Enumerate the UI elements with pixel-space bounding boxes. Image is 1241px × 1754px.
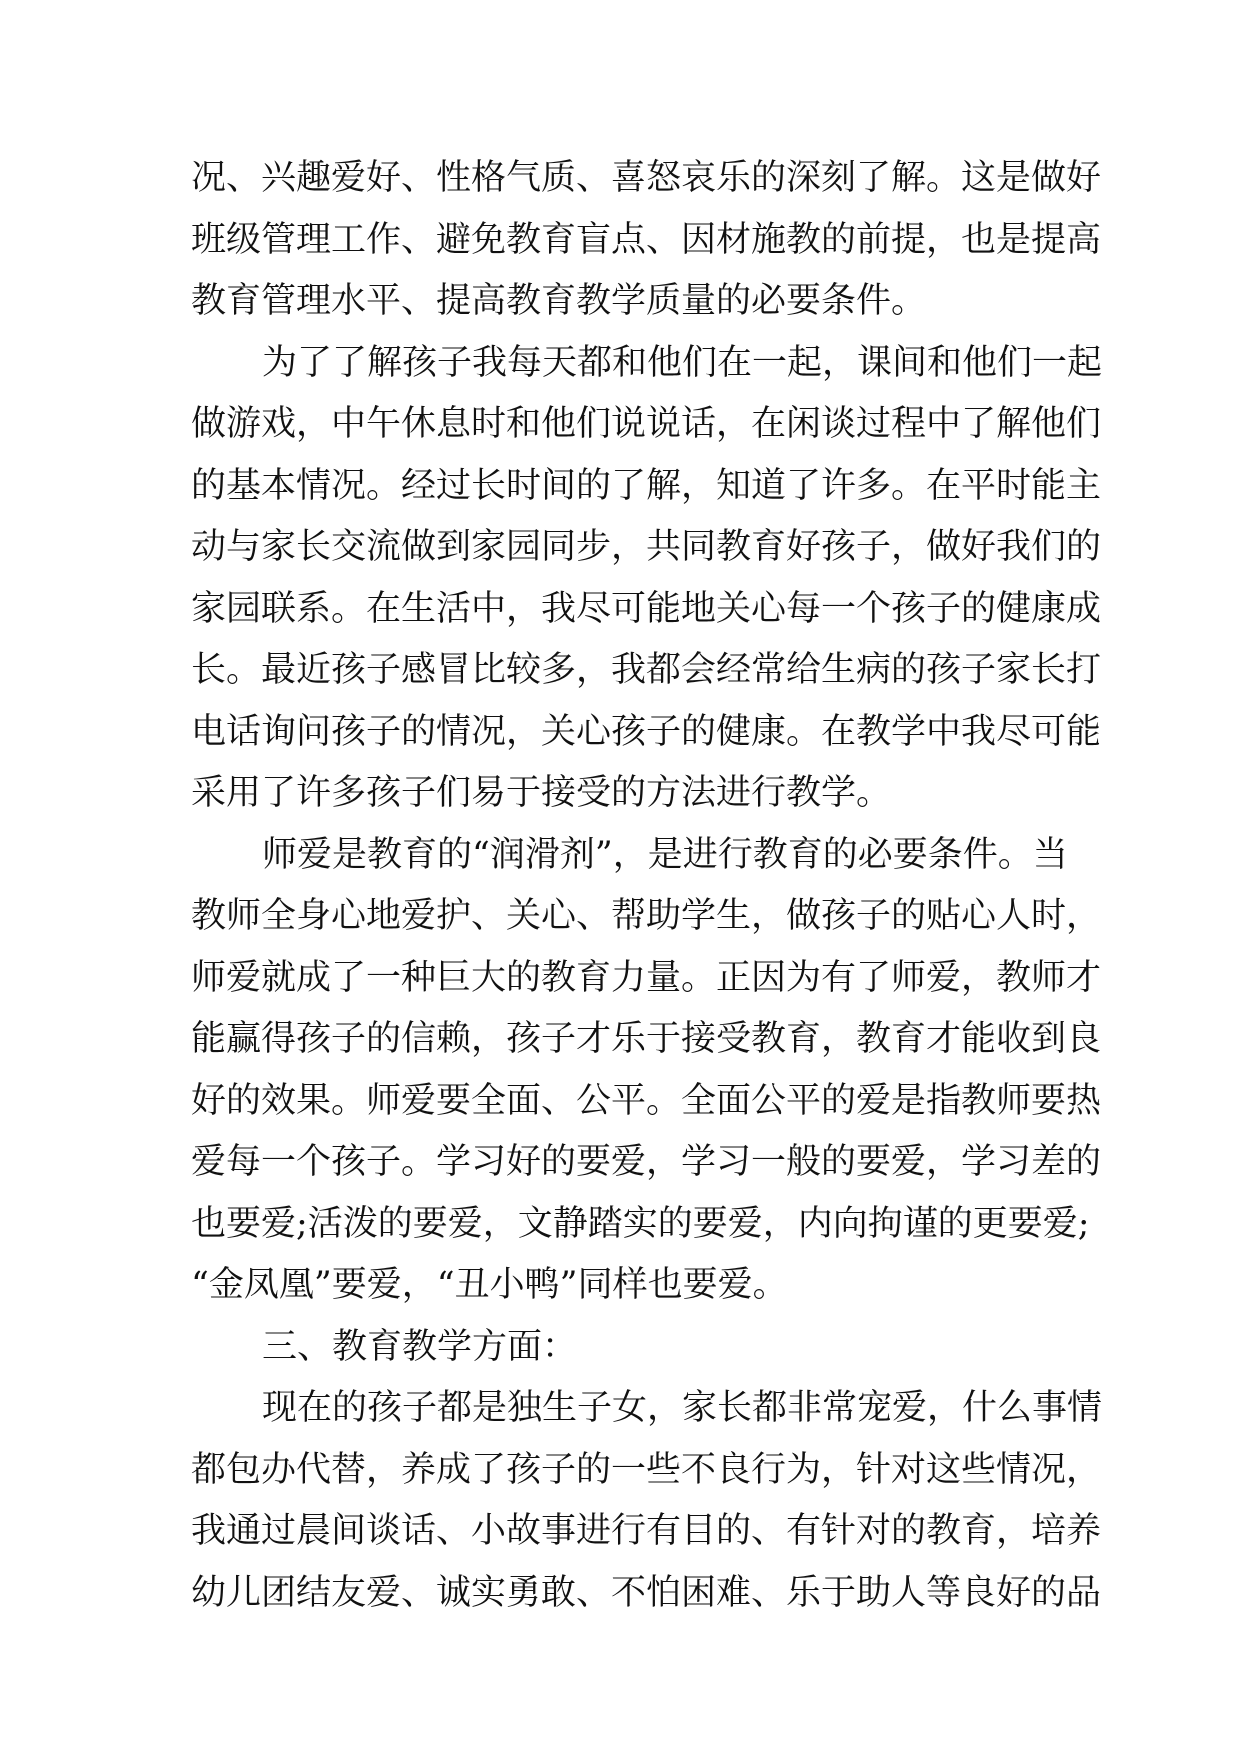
text-line: 家园联系。在生活中，我尽可能地关心每一个孩子的健康成 [191,588,1102,629]
paragraph-first-line: 师爱是教育的“润滑剂”，是进行教育的必要条件。当 [262,834,1068,875]
text-line: 都包办代替，养成了孩子的一些不良行为，针对这些情况， [191,1449,1102,1490]
text-line: 我通过晨间谈话、小故事进行有目的、有针对的教育，培养 [191,1511,1102,1551]
text-line: 况、兴趣爱好、性格气质、喜怒哀乐的深刻了解。这是做好 [191,158,1102,198]
text-line: 班级管理工作、避免教育盲点、因材施教的前提，也是提高 [191,219,1102,260]
text-line: 教育管理水平、提高教育教学质量的必要条件。 [191,281,927,321]
paragraph-first-line: 为了了解孩子我每天都和他们在一起，课间和他们一起 [262,342,1103,383]
text-line: 做游戏，中午休息时和他们说说话，在闲谈过程中了解他们 [191,404,1102,444]
text-line: 幼儿团结友爱、诚实勇敢、不怕困难、乐于助人等良好的品 [191,1572,1102,1613]
body-text [191,148,1103,1624]
text-line: 动与家长交流做到家园同步，共同教育好孩子，做好我们的 [191,527,1102,567]
text-line: 师爱就成了一种巨大的教育力量。正因为有了师爱，教师才 [191,957,1102,998]
text-line: 长。最近孩子感冒比较多，我都会经常给生病的孩子家长打 [191,650,1102,690]
text-line: 好的效果。师爱要全面、公平。全面公平的爱是指教师要热 [191,1080,1102,1121]
text-line: 也要爱;活泼的要爱，文静踏实的要爱，内向拘谨的更要爱; [191,1203,1090,1244]
text-line: “金凤凰”要爱，“丑小鸭”同样也要爱。 [191,1265,788,1305]
text-line: 教师全身心地爱护、关心、帮助学生，做孩子的贴心人时， [191,896,1102,936]
text-line: 的基本情况。经过长时间的了解，知道了许多。在平时能主 [191,465,1102,506]
section-heading: 三、教育教学方面： [262,1326,578,1367]
paragraph-first-line: 现在的孩子都是独生子女，家长都非常宠爱，什么事情 [262,1388,1103,1428]
text-line: 电话询问孩子的情况，关心孩子的健康。在教学中我尽可能 [191,711,1102,752]
text-line: 能赢得孩子的信赖，孩子才乐于接受教育，教育才能收到良 [191,1019,1102,1059]
text-line: 采用了许多孩子们易于接受的方法进行教学。 [191,773,892,813]
text-line: 爱每一个孩子。学习好的要爱，学习一般的要爱，学习差的 [191,1142,1102,1182]
